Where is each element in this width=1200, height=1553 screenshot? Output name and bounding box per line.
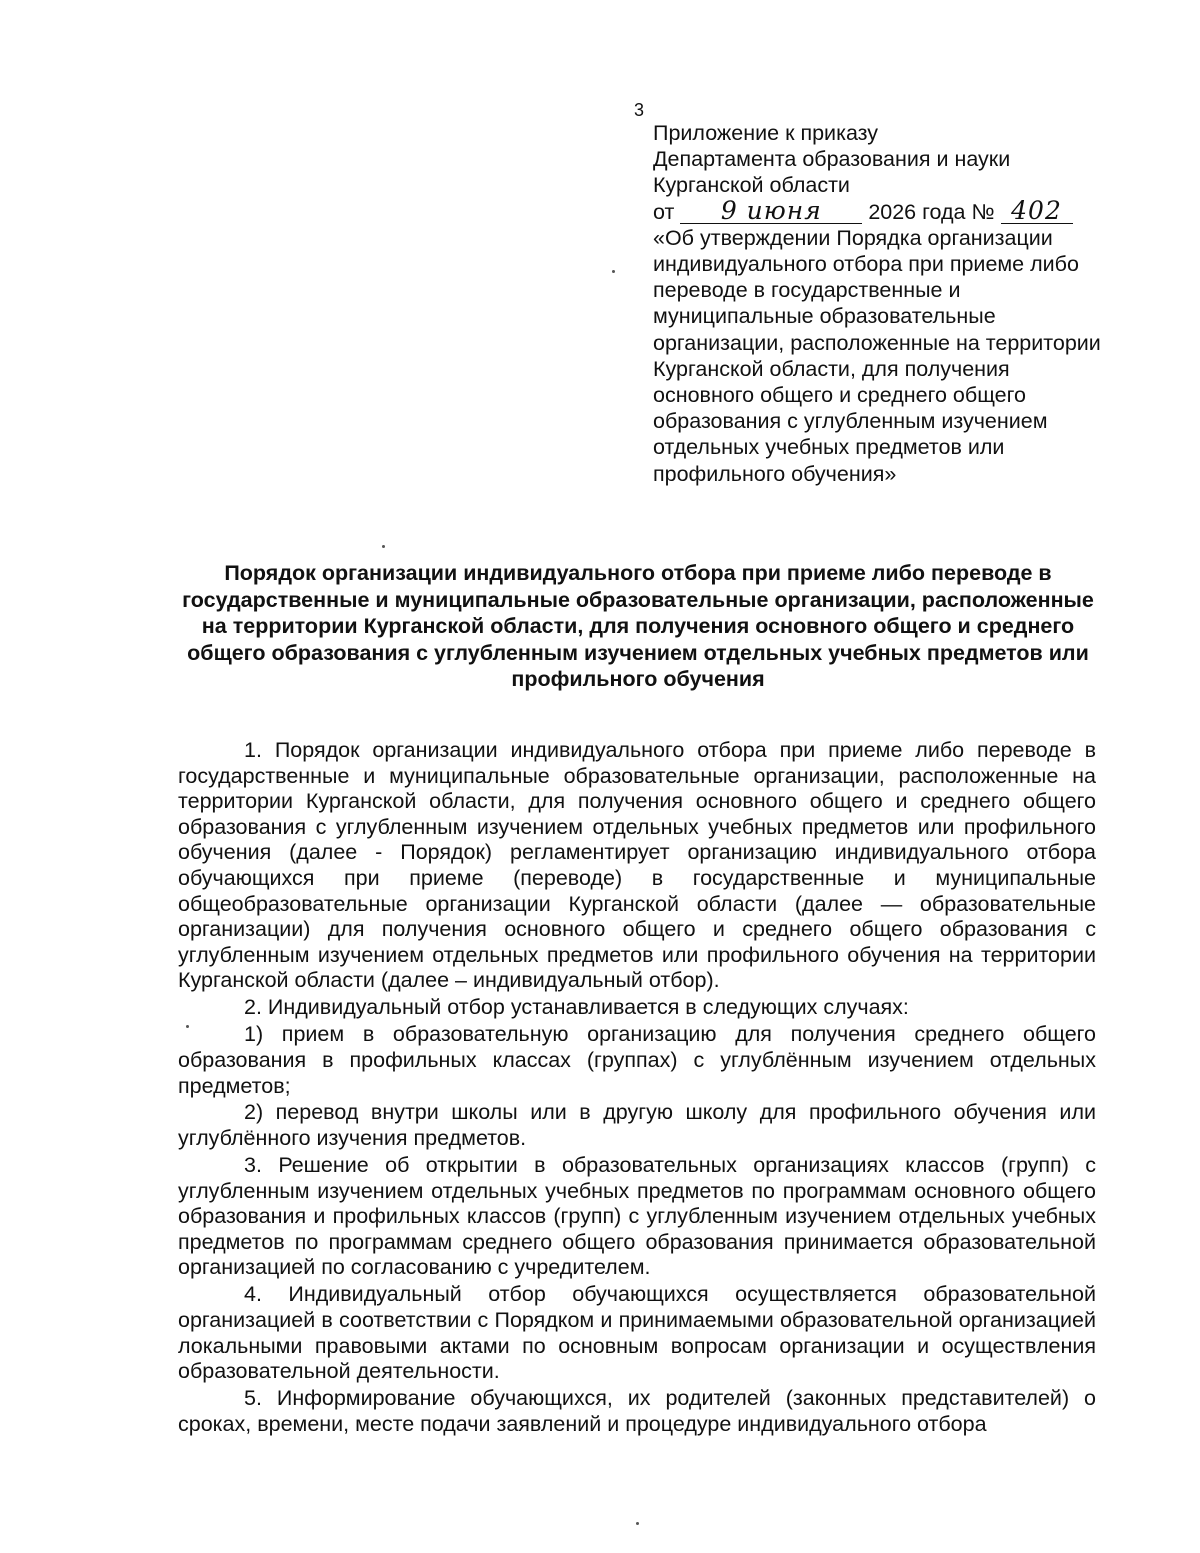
scan-speck (612, 270, 615, 273)
paragraph-4: 4. Индивидуальный отбор обучающихся осуществляется образовательной организацией в соответствии с Порядком и принимаемыми образовательной организацией локальными правовыми актами по основным вопросам организации и осуществления образовательной деятельности. (178, 1282, 1096, 1384)
appendix-line-2: Департамента образования и науки (653, 147, 1011, 172)
appendix-header (653, 120, 1113, 487)
date-field (680, 195, 862, 225)
handwritten-date: 9 июня (720, 195, 822, 225)
document-body (178, 738, 1096, 1439)
appendix-line-3: Курганской области (653, 173, 850, 198)
document-title: Порядок организации индивидуального отбора при приеме либо переводе в государственные и муниципальные образовательные организации, расположенные на территории Курганской области, для получения основного общего и среднего общего образования с углубленным изучением отдельных учебных предметов или профильного обучения (182, 561, 1094, 692)
number-field (1001, 195, 1073, 225)
appendix-line-1: Приложение к приказу (653, 121, 879, 145)
handwritten-number: 402 (1011, 195, 1062, 225)
paragraph-3: 3. Решение об открытии в образовательных организациях классов (групп) с углубленным изучением отдельных учебных предметов по программам основного общего образования и профильных классов (групп) с углубленным изучением отдельных учебных предметов по программам среднего общего образования принимается образовательной организацией по согласованию с учредителем. (178, 1153, 1096, 1280)
paragraph-2-item-1: 1) прием в образовательную организацию для получения среднего общего образования в профильных классах (группах) с углублённым изучением отдельных предметов; (178, 1022, 1096, 1098)
scan-speck (382, 545, 385, 548)
scan-speck (636, 1522, 639, 1525)
scan-speck (186, 1025, 189, 1028)
order-title: «Об утверждении Порядка организации индивидуального отбора при приеме либо переводе в государственные и муниципальные образовательные организации, расположенные на территории Курганской области, для получения основного общего и среднего общего образования с углубленным изучением отдельных учебных предметов или профильного обучения» (653, 225, 1101, 486)
paragraph-1: 1. Порядок организации индивидуального отбора при приеме либо переводе в государственные и муниципальные образовательные организации, расположенные на территории Курганской области, для получения основного общего и среднего общего образования с углубленным изучением отдельных учебных предметов или профильного обучения (далее - Порядок) регламентирует организацию индивидуального отбора обучающихся при приеме (переводе) в государственные и муниципальные общеобразовательные организации Курганской области (далее — образовательные организации) для получения основного общего и среднего общего образования с углубленным изучением отдельных предметов или профильного обучения на территории Курганской области (далее – индивидуальный отбор). (178, 738, 1096, 993)
paragraph-5: 5. Информирование обучающихся, их родителей (законных представителей) о сроках, времени, месте подачи заявлений и процедуре индивидуального отбора (178, 1386, 1096, 1436)
paragraph-2: 2. Индивидуальный отбор устанавливается в следующих случаях: (244, 995, 909, 1020)
appendix-date-line (653, 195, 1113, 225)
paragraph-2-item-2: 2) перевод внутри школы или в другую школу для профильного обучения или углублённого изучения предметов. (178, 1100, 1096, 1151)
date-prefix: от (653, 199, 675, 224)
year-text: 2026 года № (868, 199, 995, 224)
page-number: 3 (634, 100, 645, 120)
